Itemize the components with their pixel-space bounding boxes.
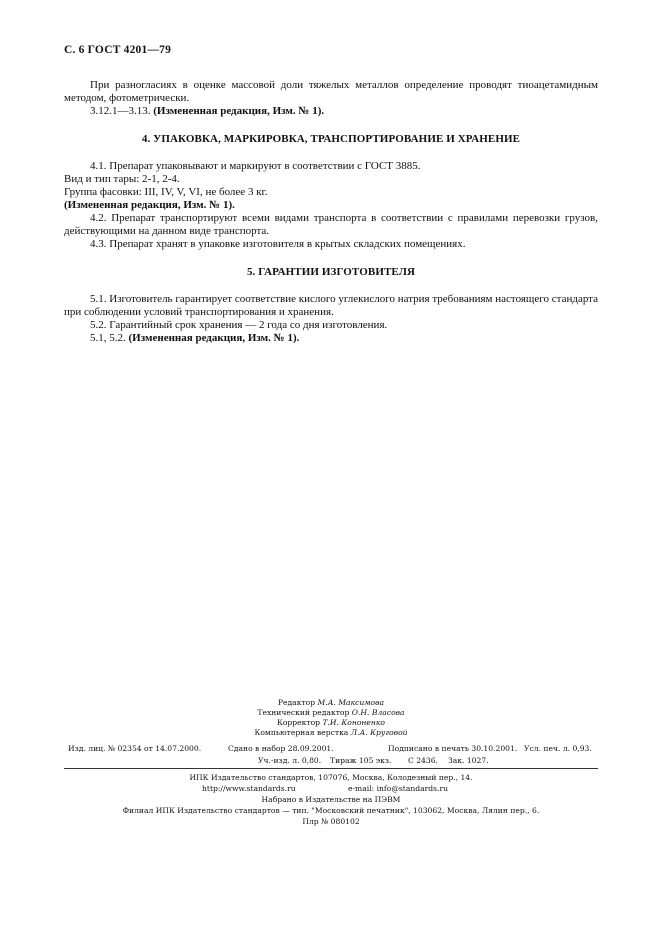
para-4-3: 4.3. Препарат хранят в упаковке изготовителя в крытых складских помещениях. (90, 238, 466, 250)
credit-tech-editor: Технический редактор О.Н. Власова (257, 708, 405, 717)
amendment-text: (Измененная редакция, Изм. № 1). (128, 332, 300, 344)
amendment-ref: 5.1, 5.2. (90, 332, 126, 344)
plr-number: Плр № 080102 (302, 817, 360, 826)
imprint-divider (64, 768, 598, 769)
amendment-note-4: (Измененная редакция, Изм. № 1). (64, 199, 235, 211)
heavy-metals-paragraph: При разногласиях в оценке массовой доли тяжелых металлов определение проводят тиоацетамидным методом, фотометрически. (64, 79, 598, 105)
packing-group: Группа фасовки: III, IV, V, VI, не более 3 кг. (64, 186, 268, 198)
page-header: С. 6 ГОСТ 4201—79 (64, 44, 172, 56)
order-number: Зак. 1027. (448, 756, 489, 765)
c-number: С 2436. (408, 756, 438, 765)
print-sheets: Усл. печ. л. 0,93. (524, 744, 592, 753)
section-4-title: 4. УПАКОВКА, МАРКИРОВКА, ТРАНСПОРТИРОВАНИЕ И ХРАНЕНИЕ (141, 133, 521, 145)
credit-corrector: Корректор Т.И. Кононенко (276, 718, 386, 727)
amendment-note-3 (64, 105, 598, 118)
print-run: Тираж 105 экз. (330, 756, 392, 765)
container-type: Вид и тип тары: 2-1, 2-4. (64, 173, 180, 185)
pub-sheets: Уч.-изд. л. 0,80. (258, 756, 322, 765)
para-4-1: 4.1. Препарат упаковывают и маркируют в соответствии с ГОСТ 3885. (90, 160, 421, 172)
credit-editor: Редактор М.А. Максимова (277, 698, 385, 707)
amendment-note-5 (64, 332, 598, 345)
section-5-title: 5. ГАРАНТИИ ИЗГОТОВИТЕЛЯ (246, 266, 416, 278)
para-5-1: 5.1. Изготовитель гарантирует соответствие кислого углекислого натрия требованиям настоящего стандарта при соблюдении условий транспортирования и хранения. (64, 293, 599, 319)
license: Изд. лиц. № 02354 от 14.07.2000. (68, 744, 202, 753)
branch-address: Филиал ИПК Издательство стандартов — тип. "Московский печатник", 103062, Москва, Лялин пер., 6. (122, 806, 540, 815)
sent-date: Сдано в набор 28.09.2001. (228, 744, 334, 753)
para-5-2: 5.2. Гарантийный срок хранения — 2 года со дня изготовления. (90, 319, 388, 331)
para-4-2: 4.2. Препарат транспортируют всеми видами транспорта в соответствии с правилами перевозки грузов, действующими на данном виде транспорта. (64, 212, 598, 238)
email: e-mail: info@standards.ru (348, 784, 448, 793)
typeset-note: Набрано в Издательстве на ПЭВМ (261, 795, 401, 804)
website: http://www.standards.ru (202, 784, 296, 793)
publisher-address: ИПК Издательство стандартов, 107076, Москва, Колодезный пер., 14. (189, 773, 473, 782)
credit-layout: Компьютерная верстка Л.А. Круговой (254, 728, 408, 737)
amendment-ref: 3.12.1—3.13. (90, 105, 151, 117)
amendment-text: (Измененная редакция, Изм. № 1). (153, 105, 325, 117)
signed-date: Подписано в печать 30.10.2001. (388, 744, 518, 753)
